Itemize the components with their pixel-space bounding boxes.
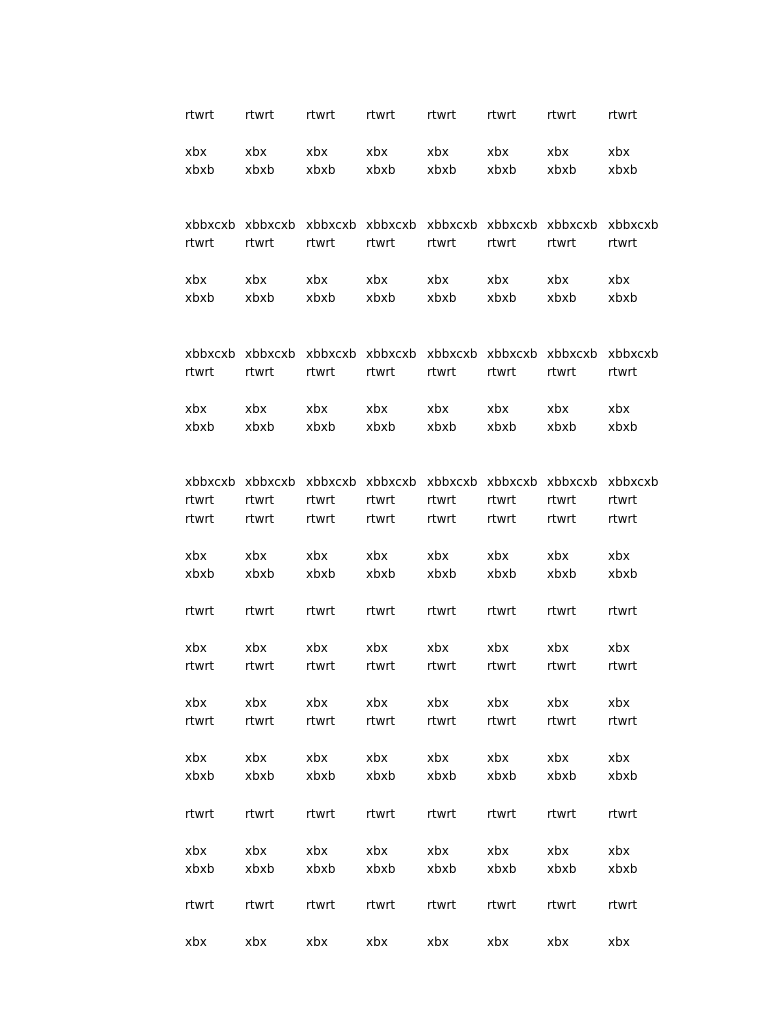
text-cell: rtwrt [366, 898, 396, 912]
text-cell: rtwrt [547, 659, 577, 673]
text-cell: xbx [185, 844, 207, 858]
text-cell: rtwrt [427, 493, 457, 507]
text-cell: xbx [487, 549, 509, 563]
text-cell: xbx [547, 641, 569, 655]
text-cell: rtwrt [487, 714, 517, 728]
text-cell: xbx [245, 549, 267, 563]
text-cell: xbxb [185, 420, 215, 434]
text-cell: rtwrt [487, 108, 517, 122]
text-cell: rtwrt [306, 807, 336, 821]
text-cell: xbx [427, 696, 449, 710]
text-cell: xbx [487, 935, 509, 949]
text-cell: xbx [427, 844, 449, 858]
text-cell: rtwrt [245, 807, 275, 821]
text-cell: rtwrt [306, 365, 336, 379]
text-cell: xbxb [366, 291, 396, 305]
text-cell: xbxb [245, 769, 275, 783]
text-cell: rtwrt [306, 898, 336, 912]
text-cell: xbxb [427, 291, 457, 305]
text-cell: xbbxcxb [306, 475, 357, 489]
text-cell: xbxb [487, 420, 517, 434]
text-cell: xbbxcxb [487, 218, 538, 232]
text-cell: rtwrt [487, 807, 517, 821]
text-cell: xbx [366, 696, 388, 710]
text-cell: xbxb [245, 862, 275, 876]
text-cell: xbxb [306, 420, 336, 434]
text-cell: xbx [366, 402, 388, 416]
text-cell: xbxb [366, 769, 396, 783]
text-cell: rtwrt [245, 714, 275, 728]
text-cell: xbx [306, 145, 328, 159]
text-cell: xbxb [245, 291, 275, 305]
text-cell: rtwrt [185, 493, 215, 507]
text-cell: xbx [608, 273, 630, 287]
text-cell: rtwrt [245, 659, 275, 673]
text-cell: xbxb [608, 420, 638, 434]
text-cell: xbx [608, 549, 630, 563]
text-cell: rtwrt [427, 365, 457, 379]
text-cell: xbx [427, 935, 449, 949]
text-cell: rtwrt [547, 714, 577, 728]
text-cell: xbxb [185, 567, 215, 581]
text-cell: xbxb [608, 163, 638, 177]
text-cell: xbx [306, 696, 328, 710]
text-cell: rtwrt [245, 512, 275, 526]
text-cell: rtwrt [185, 512, 215, 526]
text-cell: xbx [185, 145, 207, 159]
text-cell: xbx [185, 402, 207, 416]
text-cell: xbbxcxb [608, 218, 659, 232]
text-cell: rtwrt [185, 898, 215, 912]
text-cell: xbx [245, 696, 267, 710]
text-cell: xbxb [306, 769, 336, 783]
text-cell: xbbxcxb [366, 475, 417, 489]
text-cell: xbx [487, 751, 509, 765]
text-cell: rtwrt [427, 807, 457, 821]
text-cell: xbbxcxb [185, 347, 236, 361]
text-cell: xbx [547, 549, 569, 563]
text-cell: xbx [487, 145, 509, 159]
text-cell: rtwrt [245, 365, 275, 379]
text-cell: rtwrt [366, 493, 396, 507]
text-cell: xbx [608, 751, 630, 765]
text-cell: rtwrt [487, 365, 517, 379]
text-cell: rtwrt [306, 714, 336, 728]
text-cell: xbx [427, 549, 449, 563]
text-cell: rtwrt [185, 714, 215, 728]
text-cell: xbxb [547, 862, 577, 876]
text-cell: rtwrt [427, 659, 457, 673]
text-cell: xbbxcxb [547, 218, 598, 232]
text-cell: xbx [608, 696, 630, 710]
text-cell: rtwrt [366, 108, 396, 122]
text-cell: xbxb [487, 291, 517, 305]
text-cell: rtwrt [366, 236, 396, 250]
text-cell: xbx [487, 273, 509, 287]
text-cell: xbx [487, 696, 509, 710]
text-cell: rtwrt [547, 807, 577, 821]
text-cell: rtwrt [366, 807, 396, 821]
text-cell: rtwrt [185, 807, 215, 821]
text-cell: xbx [366, 549, 388, 563]
text-cell: rtwrt [245, 898, 275, 912]
text-cell: xbx [185, 935, 207, 949]
text-cell: xbx [306, 844, 328, 858]
text-cell: rtwrt [487, 659, 517, 673]
text-cell: xbx [245, 145, 267, 159]
text-cell: xbxb [427, 567, 457, 581]
text-cell: xbx [427, 273, 449, 287]
text-cell: xbx [547, 751, 569, 765]
text-cell: xbx [608, 935, 630, 949]
text-cell: rtwrt [427, 108, 457, 122]
text-cell: xbxb [185, 291, 215, 305]
text-cell: xbxb [306, 567, 336, 581]
text-cell: rtwrt [185, 108, 215, 122]
text-cell: rtwrt [487, 493, 517, 507]
text-cell: xbxb [547, 420, 577, 434]
text-cell: xbx [306, 935, 328, 949]
text-cell: xbxb [366, 163, 396, 177]
text-cell: xbxb [427, 769, 457, 783]
text-cell: xbxb [185, 163, 215, 177]
text-cell: xbx [245, 751, 267, 765]
text-cell: xbx [306, 751, 328, 765]
text-cell: xbx [608, 844, 630, 858]
text-cell: xbxb [547, 163, 577, 177]
text-cell: rtwrt [366, 604, 396, 618]
text-cell: xbx [427, 145, 449, 159]
text-cell: rtwrt [608, 659, 638, 673]
text-cell: rtwrt [608, 714, 638, 728]
text-cell: rtwrt [366, 365, 396, 379]
text-cell: rtwrt [608, 108, 638, 122]
text-cell: rtwrt [547, 512, 577, 526]
text-cell: xbxb [366, 567, 396, 581]
text-cell: xbxb [427, 420, 457, 434]
text-cell: xbx [608, 641, 630, 655]
text-cell: xbx [306, 273, 328, 287]
text-cell: rtwrt [245, 604, 275, 618]
text-cell: xbx [366, 641, 388, 655]
text-cell: rtwrt [487, 604, 517, 618]
text-cell: xbbxcxb [245, 218, 296, 232]
text-cell: xbxb [547, 769, 577, 783]
text-cell: xbxb [427, 862, 457, 876]
text-cell: rtwrt [427, 604, 457, 618]
text-cell: xbx [245, 641, 267, 655]
text-cell: xbxb [487, 862, 517, 876]
text-cell: rtwrt [306, 108, 336, 122]
text-cell: xbbxcxb [608, 475, 659, 489]
text-cell: xbx [608, 145, 630, 159]
text-cell: xbx [245, 844, 267, 858]
text-cell: xbbxcxb [608, 347, 659, 361]
text-cell: xbbxcxb [427, 218, 478, 232]
text-cell: rtwrt [608, 898, 638, 912]
text-cell: xbxb [306, 291, 336, 305]
text-cell: rtwrt [608, 512, 638, 526]
text-cell: rtwrt [608, 236, 638, 250]
text-cell: xbx [608, 402, 630, 416]
text-cell: xbx [487, 844, 509, 858]
text-cell: rtwrt [306, 236, 336, 250]
text-cell: xbbxcxb [245, 347, 296, 361]
text-cell: xbx [547, 402, 569, 416]
text-cell: rtwrt [547, 898, 577, 912]
text-cell: rtwrt [547, 365, 577, 379]
text-cell: xbbxcxb [306, 218, 357, 232]
text-cell: xbx [366, 145, 388, 159]
text-cell: xbx [427, 641, 449, 655]
text-cell: xbx [185, 549, 207, 563]
text-cell: xbx [366, 751, 388, 765]
text-cell: rtwrt [366, 659, 396, 673]
text-cell: xbxb [245, 163, 275, 177]
text-cell: xbxb [608, 291, 638, 305]
text-cell: xbx [487, 641, 509, 655]
text-cell: xbx [547, 696, 569, 710]
text-cell: rtwrt [547, 236, 577, 250]
text-cell: xbxb [427, 163, 457, 177]
text-cell: xbxb [185, 769, 215, 783]
text-cell: xbbxcxb [487, 475, 538, 489]
text-cell: rtwrt [306, 493, 336, 507]
text-cell: rtwrt [608, 493, 638, 507]
text-cell: xbbxcxb [185, 218, 236, 232]
text-cell: rtwrt [245, 236, 275, 250]
text-cell: xbx [245, 273, 267, 287]
text-cell: rtwrt [427, 512, 457, 526]
text-cell: xbbxcxb [427, 347, 478, 361]
text-cell: rtwrt [608, 365, 638, 379]
text-cell: rtwrt [547, 493, 577, 507]
text-cell: xbbxcxb [547, 475, 598, 489]
text-cell: xbbxcxb [366, 218, 417, 232]
text-cell: rtwrt [306, 604, 336, 618]
text-cell: xbbxcxb [245, 475, 296, 489]
text-cell: xbx [547, 844, 569, 858]
text-cell: xbbxcxb [487, 347, 538, 361]
text-cell: xbx [185, 273, 207, 287]
text-cell: xbx [306, 641, 328, 655]
text-cell: xbxb [487, 163, 517, 177]
text-cell: xbxb [608, 862, 638, 876]
text-cell: rtwrt [427, 898, 457, 912]
text-cell: xbbxcxb [366, 347, 417, 361]
text-cell: xbbxcxb [547, 347, 598, 361]
text-cell: xbx [547, 273, 569, 287]
text-cell: xbx [245, 935, 267, 949]
text-cell: xbxb [487, 567, 517, 581]
text-cell: xbxb [608, 769, 638, 783]
text-cell: xbx [427, 402, 449, 416]
text-cell: rtwrt [185, 236, 215, 250]
text-cell: xbx [366, 844, 388, 858]
text-cell: xbxb [366, 862, 396, 876]
text-cell: rtwrt [306, 659, 336, 673]
text-cell: rtwrt [547, 108, 577, 122]
text-cell: xbxb [547, 291, 577, 305]
text-cell: xbxb [185, 862, 215, 876]
text-cell: rtwrt [245, 108, 275, 122]
text-cell: xbbxcxb [427, 475, 478, 489]
text-cell: rtwrt [487, 898, 517, 912]
text-cell: xbx [487, 402, 509, 416]
text-cell: rtwrt [185, 604, 215, 618]
text-cell: xbx [427, 751, 449, 765]
text-cell: rtwrt [427, 236, 457, 250]
text-cell: xbxb [366, 420, 396, 434]
text-cell: rtwrt [547, 604, 577, 618]
text-cell: xbx [185, 696, 207, 710]
text-cell: xbx [185, 751, 207, 765]
text-cell: xbxb [306, 862, 336, 876]
text-cell: rtwrt [306, 512, 336, 526]
text-cell: xbx [306, 402, 328, 416]
text-cell: rtwrt [608, 807, 638, 821]
text-cell: xbbxcxb [185, 475, 236, 489]
text-cell: rtwrt [245, 493, 275, 507]
text-cell: xbxb [608, 567, 638, 581]
text-cell: xbxb [306, 163, 336, 177]
text-cell: rtwrt [366, 714, 396, 728]
text-cell: rtwrt [366, 512, 396, 526]
text-cell: rtwrt [487, 236, 517, 250]
text-cell: rtwrt [185, 365, 215, 379]
text-cell: xbx [185, 641, 207, 655]
text-cell: xbxb [245, 420, 275, 434]
text-cell: xbx [366, 273, 388, 287]
text-cell: rtwrt [487, 512, 517, 526]
text-cell: xbbxcxb [306, 347, 357, 361]
text-cell: xbxb [487, 769, 517, 783]
text-cell: xbx [245, 402, 267, 416]
text-cell: xbx [306, 549, 328, 563]
text-cell: xbx [547, 145, 569, 159]
text-cell: xbx [547, 935, 569, 949]
text-cell: rtwrt [608, 604, 638, 618]
text-cell: xbxb [547, 567, 577, 581]
text-cell: xbxb [245, 567, 275, 581]
text-cell: rtwrt [185, 659, 215, 673]
text-cell: rtwrt [427, 714, 457, 728]
text-cell: xbx [366, 935, 388, 949]
